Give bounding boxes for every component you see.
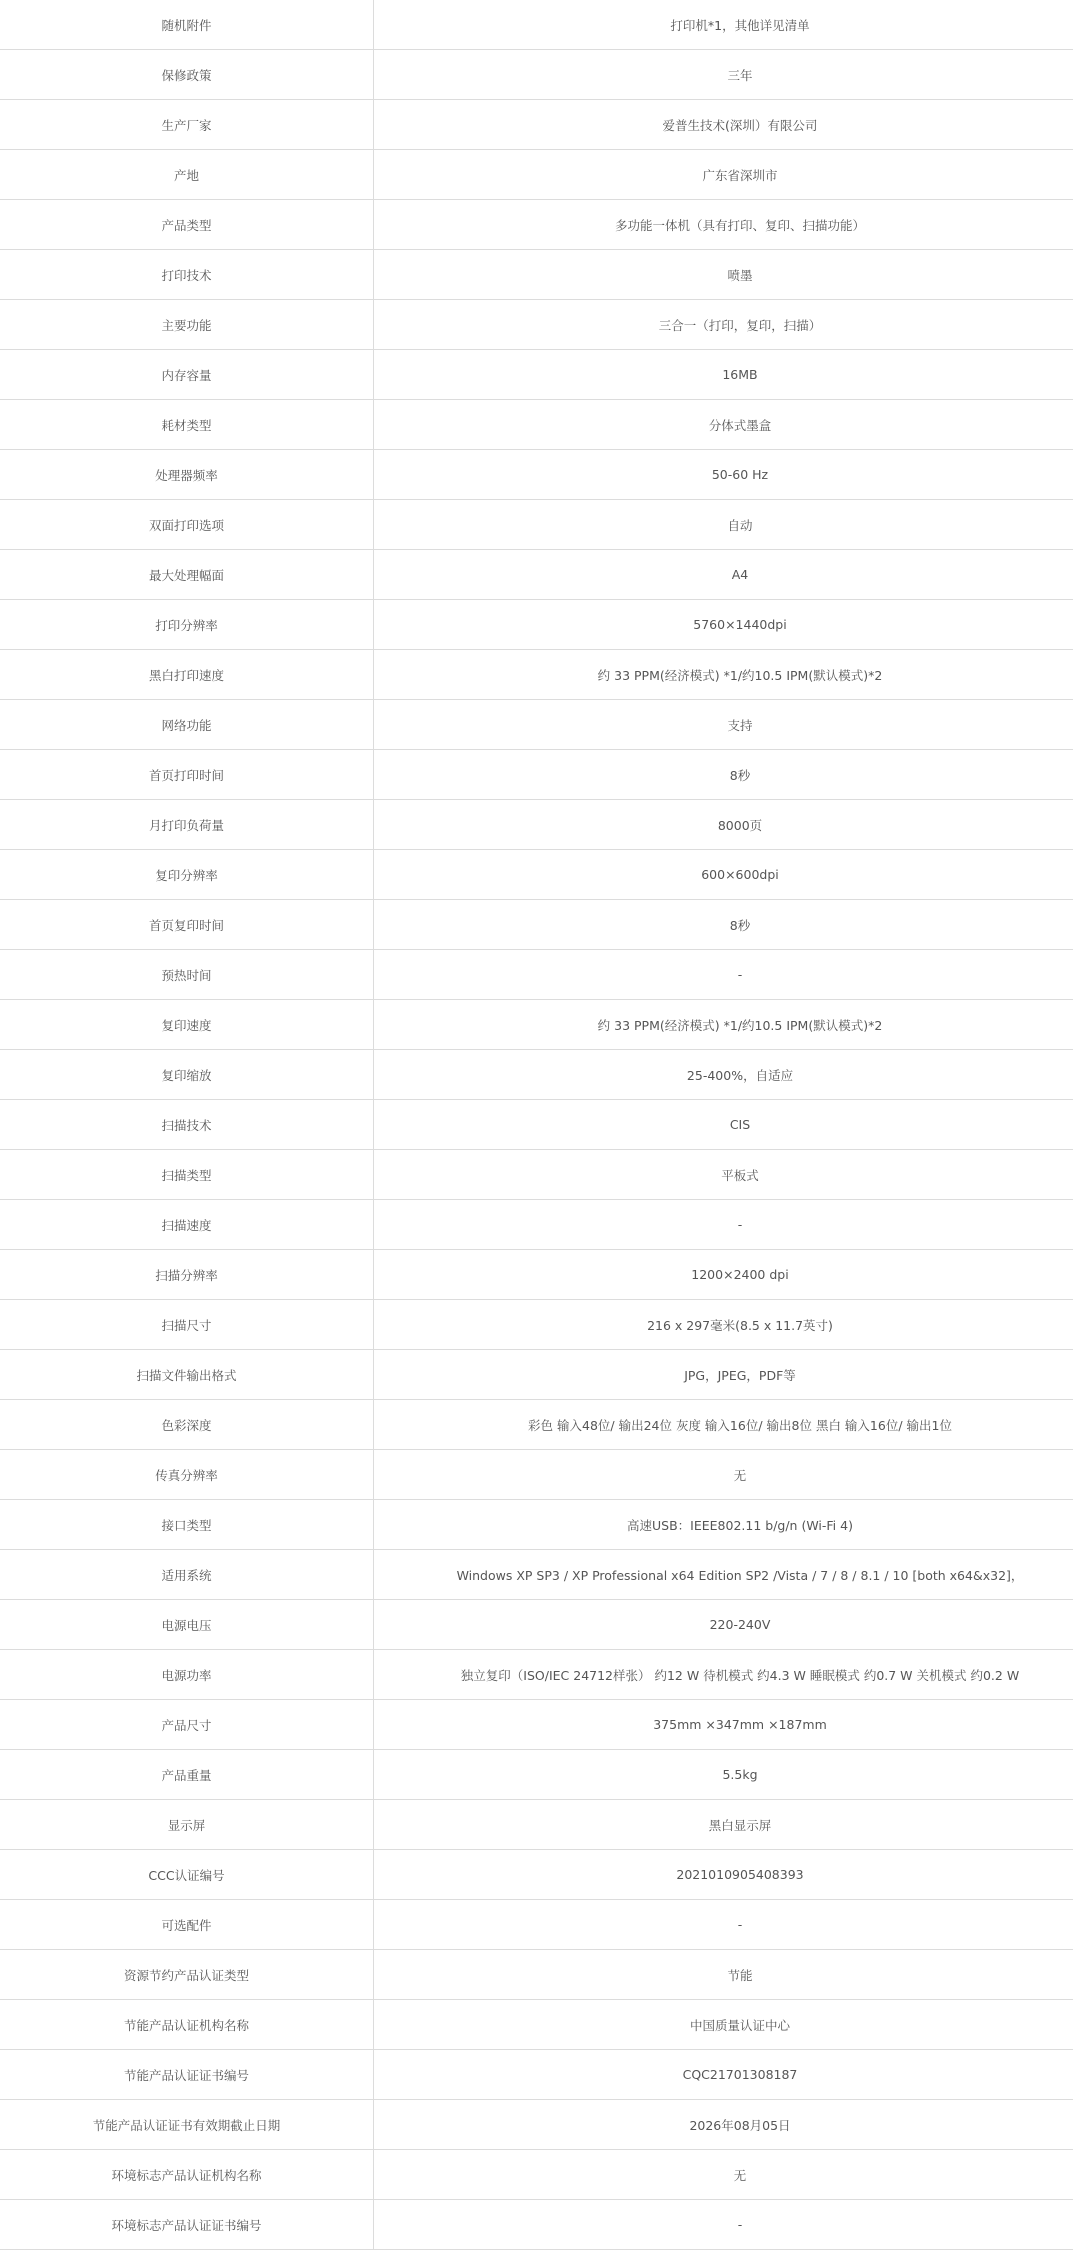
spec-row bbox=[0, 1200, 1073, 1250]
spec-label: 最大处理幅面 bbox=[0, 550, 374, 600]
spec-row bbox=[0, 0, 1073, 50]
spec-value: - bbox=[374, 950, 1073, 1000]
spec-row bbox=[0, 1150, 1073, 1200]
spec-row bbox=[0, 1000, 1073, 1050]
spec-label: 色彩深度 bbox=[0, 1400, 374, 1450]
spec-value: 约 33 PPM(经济模式) *1/约10.5 IPM(默认模式)*2 bbox=[374, 650, 1073, 700]
spec-label: 扫描技术 bbox=[0, 1100, 374, 1150]
spec-value: 216 x 297毫米(8.5 x 11.7英寸) bbox=[374, 1300, 1073, 1350]
spec-label: 首页复印时间 bbox=[0, 900, 374, 950]
spec-value: 8秒 bbox=[374, 900, 1073, 950]
spec-row bbox=[0, 1550, 1073, 1600]
spec-label: 复印分辨率 bbox=[0, 850, 374, 900]
spec-label: 扫描文件输出格式 bbox=[0, 1350, 374, 1400]
spec-label: 首页打印时间 bbox=[0, 750, 374, 800]
spec-row bbox=[0, 700, 1073, 750]
spec-row bbox=[0, 1600, 1073, 1650]
spec-label: 节能产品认证证书有效期截止日期 bbox=[0, 2100, 374, 2150]
spec-value: 8秒 bbox=[374, 750, 1073, 800]
spec-value: A4 bbox=[374, 550, 1073, 600]
spec-label: 扫描速度 bbox=[0, 1200, 374, 1250]
spec-label: 资源节约产品认证类型 bbox=[0, 1950, 374, 2000]
spec-label: 显示屏 bbox=[0, 1800, 374, 1850]
spec-value: 爱普生技术(深圳）有限公司 bbox=[374, 100, 1073, 150]
spec-value: CIS bbox=[374, 1100, 1073, 1150]
spec-label: 双面打印选项 bbox=[0, 500, 374, 550]
spec-value: 8000页 bbox=[374, 800, 1073, 850]
spec-value: 多功能一体机（具有打印、复印、扫描功能） bbox=[374, 200, 1073, 250]
spec-row bbox=[0, 100, 1073, 150]
spec-value: 三合一（打印，复印，扫描） bbox=[374, 300, 1073, 350]
spec-value: 节能 bbox=[374, 1950, 1073, 2000]
spec-row bbox=[0, 500, 1073, 550]
spec-label: 打印分辨率 bbox=[0, 600, 374, 650]
spec-label: 适用系统 bbox=[0, 1550, 374, 1600]
spec-value: 5760×1440dpi bbox=[374, 600, 1073, 650]
spec-row bbox=[0, 150, 1073, 200]
spec-label: 产品类型 bbox=[0, 200, 374, 250]
spec-value: 支持 bbox=[374, 700, 1073, 750]
spec-row bbox=[0, 2100, 1073, 2150]
spec-row bbox=[0, 650, 1073, 700]
spec-label: 可选配件 bbox=[0, 1900, 374, 1950]
spec-row bbox=[0, 2050, 1073, 2100]
spec-row bbox=[0, 950, 1073, 1000]
spec-row bbox=[0, 1900, 1073, 1950]
spec-label: 月打印负荷量 bbox=[0, 800, 374, 850]
spec-row bbox=[0, 250, 1073, 300]
spec-row bbox=[0, 1350, 1073, 1400]
spec-value: 喷墨 bbox=[374, 250, 1073, 300]
spec-label: 预热时间 bbox=[0, 950, 374, 1000]
spec-label: 内存容量 bbox=[0, 350, 374, 400]
spec-value: 无 bbox=[374, 2150, 1073, 2200]
spec-label: 处理器频率 bbox=[0, 450, 374, 500]
spec-value: CQC21701308187 bbox=[374, 2050, 1073, 2100]
spec-value: 分体式墨盒 bbox=[374, 400, 1073, 450]
spec-label: 随机附件 bbox=[0, 0, 374, 50]
spec-row bbox=[0, 300, 1073, 350]
spec-value: 平板式 bbox=[374, 1150, 1073, 1200]
spec-value: 1200×2400 dpi bbox=[374, 1250, 1073, 1300]
spec-value: - bbox=[374, 1900, 1073, 1950]
spec-value: 600×600dpi bbox=[374, 850, 1073, 900]
spec-row bbox=[0, 1500, 1073, 1550]
spec-value: 中国质量认证中心 bbox=[374, 2000, 1073, 2050]
spec-label: 生产厂家 bbox=[0, 100, 374, 150]
spec-label: 保修政策 bbox=[0, 50, 374, 100]
spec-row bbox=[0, 50, 1073, 100]
spec-row bbox=[0, 1300, 1073, 1350]
spec-value: 自动 bbox=[374, 500, 1073, 550]
spec-row bbox=[0, 600, 1073, 650]
spec-row bbox=[0, 800, 1073, 850]
spec-row bbox=[0, 1400, 1073, 1450]
spec-value: 三年 bbox=[374, 50, 1073, 100]
spec-label: 电源电压 bbox=[0, 1600, 374, 1650]
spec-value: 16MB bbox=[374, 350, 1073, 400]
spec-label: 电源功率 bbox=[0, 1650, 374, 1700]
spec-row bbox=[0, 1850, 1073, 1900]
spec-label: 复印缩放 bbox=[0, 1050, 374, 1100]
spec-label: 环境标志产品认证证书编号 bbox=[0, 2200, 374, 2250]
spec-label: 耗材类型 bbox=[0, 400, 374, 450]
spec-label: 网络功能 bbox=[0, 700, 374, 750]
spec-label: 节能产品认证机构名称 bbox=[0, 2000, 374, 2050]
spec-row bbox=[0, 1650, 1073, 1700]
spec-row bbox=[0, 1100, 1073, 1150]
spec-row bbox=[0, 350, 1073, 400]
spec-row bbox=[0, 1950, 1073, 2000]
spec-label: 产地 bbox=[0, 150, 374, 200]
spec-row bbox=[0, 2150, 1073, 2200]
spec-value: 25-400%，自适应 bbox=[374, 1050, 1073, 1100]
spec-label: 复印速度 bbox=[0, 1000, 374, 1050]
spec-label: 黑白打印速度 bbox=[0, 650, 374, 700]
spec-row bbox=[0, 1700, 1073, 1750]
spec-value: 彩色 输入48位/ 输出24位 灰度 输入16位/ 输出8位 黑白 输入16位/ 输出1位 bbox=[374, 1400, 1073, 1450]
spec-label: 节能产品认证证书编号 bbox=[0, 2050, 374, 2100]
spec-value: - bbox=[374, 2200, 1073, 2250]
spec-value: Windows XP SP3 / XP Professional x64 Edition SP2 /Vista / 7 / 8 / 8.1 / 10 [both x64&x32]， bbox=[374, 1550, 1073, 1600]
spec-row bbox=[0, 2000, 1073, 2050]
spec-label: 传真分辨率 bbox=[0, 1450, 374, 1500]
spec-row bbox=[0, 1450, 1073, 1500]
spec-label: 扫描分辨率 bbox=[0, 1250, 374, 1300]
spec-label: 主要功能 bbox=[0, 300, 374, 350]
spec-value: 打印机*1，其他详见清单 bbox=[374, 0, 1073, 50]
spec-label: 产品尺寸 bbox=[0, 1700, 374, 1750]
spec-label: 打印技术 bbox=[0, 250, 374, 300]
spec-row bbox=[0, 1250, 1073, 1300]
spec-value: 50-60 Hz bbox=[374, 450, 1073, 500]
spec-label: CCC认证编号 bbox=[0, 1850, 374, 1900]
spec-label: 接口类型 bbox=[0, 1500, 374, 1550]
spec-row bbox=[0, 750, 1073, 800]
spec-value: 2021010905408393 bbox=[374, 1850, 1073, 1900]
spec-row bbox=[0, 850, 1073, 900]
spec-value: 无 bbox=[374, 1450, 1073, 1500]
spec-label: 产品重量 bbox=[0, 1750, 374, 1800]
spec-value: 高速USB：IEEE802.11 b/g/n (Wi-Fi 4) bbox=[374, 1500, 1073, 1550]
spec-label: 环境标志产品认证机构名称 bbox=[0, 2150, 374, 2200]
spec-value: 黑白显示屏 bbox=[374, 1800, 1073, 1850]
spec-value: - bbox=[374, 1200, 1073, 1250]
spec-label: 扫描类型 bbox=[0, 1150, 374, 1200]
spec-value: 2026年08月05日 bbox=[374, 2100, 1073, 2150]
spec-row bbox=[0, 550, 1073, 600]
spec-row bbox=[0, 2200, 1073, 2250]
spec-value: 广东省深圳市 bbox=[374, 150, 1073, 200]
spec-value: 约 33 PPM(经济模式) *1/约10.5 IPM(默认模式)*2 bbox=[374, 1000, 1073, 1050]
spec-row bbox=[0, 200, 1073, 250]
spec-value: 独立复印（ISO/IEC 24712样张） 约12 W 待机模式 约4.3 W 睡眠模式 约0.7 W 关机模式 约0.2 W bbox=[374, 1650, 1073, 1700]
spec-row bbox=[0, 1800, 1073, 1850]
spec-row bbox=[0, 450, 1073, 500]
spec-value: 5.5kg bbox=[374, 1750, 1073, 1800]
spec-row bbox=[0, 400, 1073, 450]
spec-value: 375mm ×347mm ×187mm bbox=[374, 1700, 1073, 1750]
spec-row bbox=[0, 900, 1073, 950]
spec-row bbox=[0, 1050, 1073, 1100]
spec-label: 扫描尺寸 bbox=[0, 1300, 374, 1350]
spec-row bbox=[0, 1750, 1073, 1800]
spec-value: 220-240V bbox=[374, 1600, 1073, 1650]
spec-value: JPG，JPEG，PDF等 bbox=[374, 1350, 1073, 1400]
